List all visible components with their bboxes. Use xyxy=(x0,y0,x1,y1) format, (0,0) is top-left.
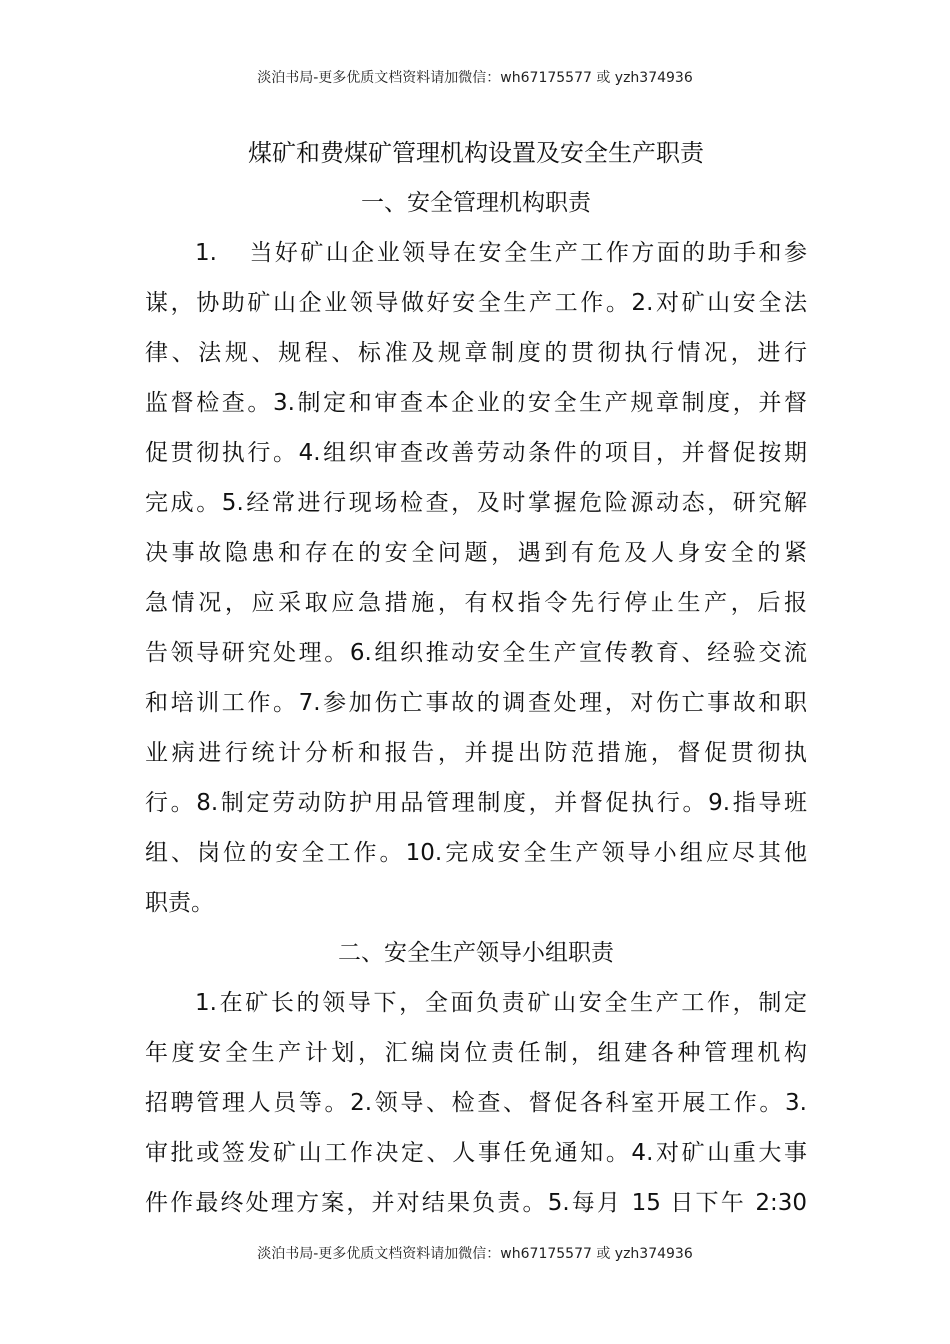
paragraph-line: 谋，协助矿山企业领导做好安全生产工作。2.对矿山安全法 xyxy=(145,290,807,316)
paragraph-line: 行。8.制定劳动防护用品管理制度，并督促执行。9.指导班 xyxy=(145,790,807,816)
paragraph-line: 件作最终处理方案，并对结果负责。5.每月 15 日下午 2:30 xyxy=(145,1190,807,1216)
paragraph-line: 完成。5.经常进行现场检查，及时掌握危险源动态，研究解 xyxy=(145,490,807,516)
paragraph-line: 律、法规、规程、标准及规章制度的贯彻执行情况，进行 xyxy=(145,340,807,366)
paragraph-line: 决事故隐患和存在的安全问题，遇到有危及人身安全的紧 xyxy=(145,540,807,566)
paragraph-line: 组、岗位的安全工作。10.完成安全生产领导小组应尽其他 xyxy=(145,840,807,866)
paragraph-line: 业病进行统计分析和报告，并提出防范措施，督促贯彻执 xyxy=(145,740,807,766)
page-footer: 淡泊书局-更多优质文档资料请加微信：wh67175577 或 yzh374936 xyxy=(257,1246,693,1262)
paragraph-line-text: 当好矿山企业领导在安全生产工作方面的助手和参 xyxy=(247,240,807,266)
section-2-paragraph xyxy=(145,978,807,1228)
paragraph-line: 招聘管理人员等。2.领导、检查、督促各科室开展工作。3. xyxy=(145,1090,807,1116)
section-heading-2: 二、安全生产领导小组职责 xyxy=(338,940,614,966)
document-title: 煤矿和费煤矿管理机构设置及安全生产职责 xyxy=(248,139,704,167)
paragraph-line xyxy=(145,228,807,278)
page-header: 淡泊书局-更多优质文档资料请加微信：wh67175577 或 yzh374936 xyxy=(257,70,693,86)
paragraph-line: 急情况，应采取应急措施，有权指令先行停止生产，后报 xyxy=(145,590,807,616)
paragraph-line: 告领导研究处理。6.组织推动安全生产宣传教育、经验交流 xyxy=(145,640,807,666)
paragraph-line: 促贯彻执行。4.组织审查改善劳动条件的项目，并督促按期 xyxy=(145,440,807,466)
paragraph-line: 职责。 xyxy=(145,890,214,916)
paragraph-line: 1.在矿长的领导下，全面负责矿山安全生产工作，制定 xyxy=(195,990,807,1016)
paragraph-line: 年度安全生产计划，汇编岗位责任制，组建各种管理机构 xyxy=(145,1040,807,1066)
paragraph-line: 监督检查。3.制定和审查本企业的安全生产规章制度，并督 xyxy=(145,390,807,416)
section-heading-1: 一、安全管理机构职责 xyxy=(361,190,591,216)
document-body xyxy=(145,128,807,1228)
paragraph-line: 审批或签发矿山工作决定、人事任免通知。4.对矿山重大事 xyxy=(145,1140,807,1166)
list-number: 1. xyxy=(195,240,217,266)
paragraph-line: 和培训工作。7.参加伤亡事故的调查处理，对伤亡事故和职 xyxy=(145,690,807,716)
section-1-paragraph xyxy=(145,228,807,928)
